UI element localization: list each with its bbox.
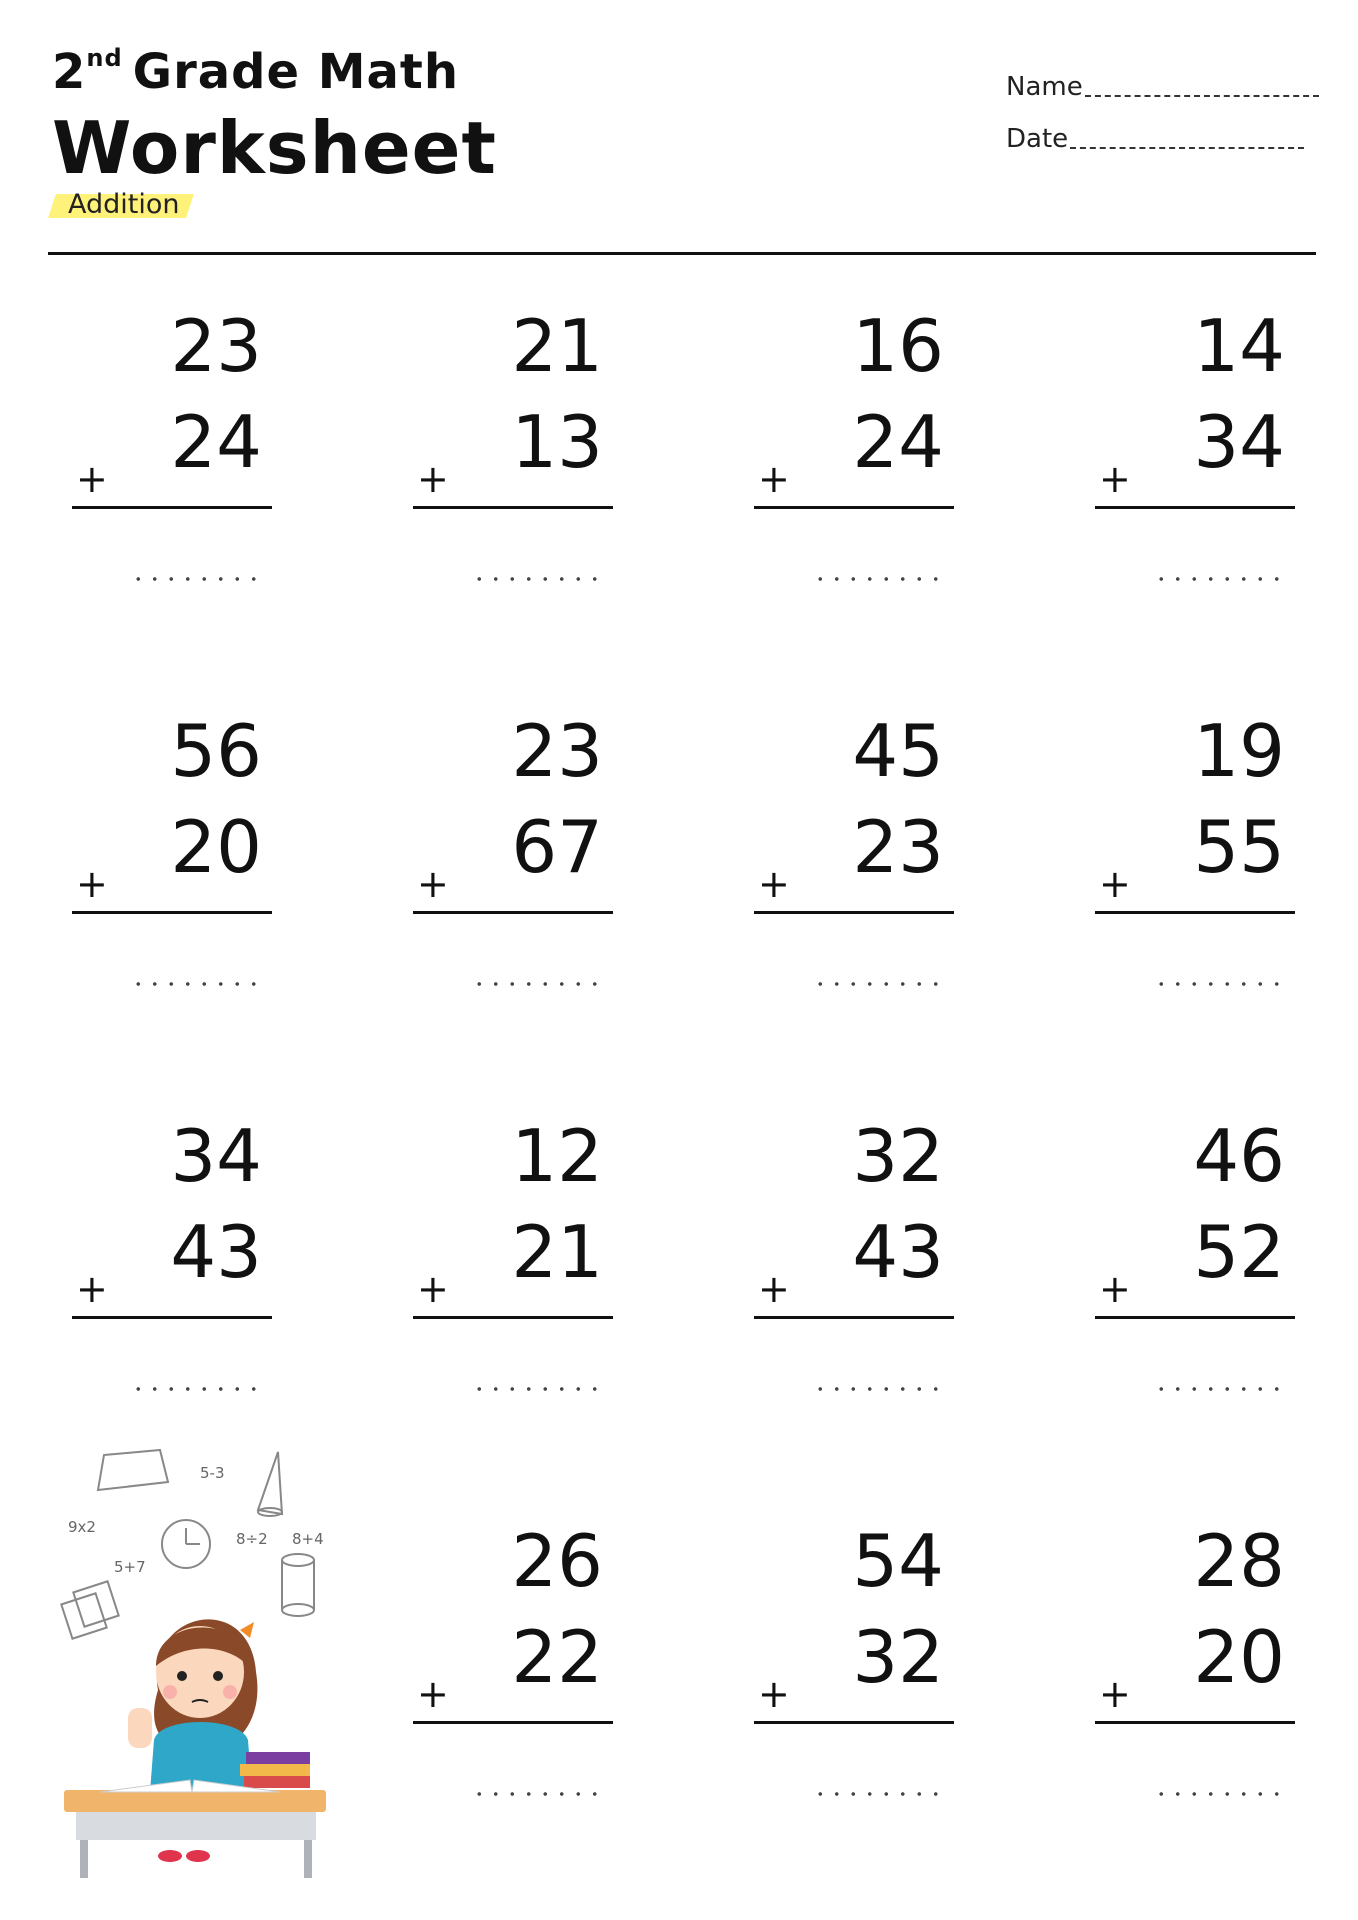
sum-line — [754, 911, 954, 914]
addend-bottom: 22 — [511, 1615, 603, 1699]
addend-bottom: 32 — [852, 1615, 944, 1699]
sum-line — [413, 506, 613, 509]
plus-sign: + — [758, 862, 790, 906]
plus-sign: + — [1099, 1672, 1131, 1716]
answer-blank[interactable] — [471, 981, 603, 987]
sum-line — [413, 911, 613, 914]
sum-line — [1095, 1316, 1295, 1319]
sum-line — [72, 506, 272, 509]
answer-blank[interactable] — [130, 981, 262, 987]
addend-top: 56 — [170, 709, 262, 793]
answer-blank[interactable] — [130, 1386, 262, 1392]
doodle-text: 8÷2 — [236, 1530, 268, 1548]
addend-bottom: 43 — [170, 1210, 262, 1294]
plus-sign: + — [417, 862, 449, 906]
addend-bottom: 13 — [511, 400, 603, 484]
addition-problem — [754, 304, 954, 610]
header-title — [52, 44, 497, 190]
addition-problem — [72, 1114, 272, 1420]
page-title: Worksheet — [52, 106, 497, 190]
addition-problem — [72, 709, 272, 1015]
answer-blank[interactable] — [471, 1791, 603, 1797]
sum-line — [413, 1316, 613, 1319]
plus-sign: + — [758, 1267, 790, 1311]
date-label: Date — [1006, 124, 1069, 154]
addend-bottom: 20 — [170, 805, 262, 889]
trapezoid-icon — [98, 1450, 168, 1490]
addend-top: 54 — [852, 1519, 944, 1603]
plus-sign: + — [76, 457, 108, 501]
answer-blank[interactable] — [1153, 1386, 1285, 1392]
addend-bottom: 52 — [1193, 1210, 1285, 1294]
answer-blank[interactable] — [471, 1386, 603, 1392]
addend-top: 23 — [170, 304, 262, 388]
addition-problem — [1095, 1519, 1295, 1825]
answer-blank[interactable] — [812, 981, 944, 987]
plus-sign: + — [1099, 457, 1131, 501]
addend-top: 12 — [511, 1114, 603, 1198]
cube-icon — [61, 1581, 118, 1638]
sum-line — [1095, 1721, 1295, 1724]
addition-problem — [754, 1519, 954, 1825]
grade-number: 2 — [52, 44, 87, 100]
name-label: Name — [1006, 72, 1083, 102]
addend-top: 46 — [1193, 1114, 1285, 1198]
answer-blank[interactable] — [812, 1386, 944, 1392]
plus-sign: + — [76, 1267, 108, 1311]
name-field[interactable] — [1006, 72, 1319, 102]
plus-sign: + — [1099, 862, 1131, 906]
doodle-text: 5+7 — [114, 1558, 146, 1576]
topic-tag — [52, 188, 190, 222]
answer-blank[interactable] — [1153, 576, 1285, 582]
addend-bottom: 20 — [1193, 1615, 1285, 1699]
addend-bottom: 24 — [852, 400, 944, 484]
addend-bottom: 24 — [170, 400, 262, 484]
date-underline[interactable] — [1070, 147, 1304, 149]
answer-blank[interactable] — [812, 1791, 944, 1797]
plus-sign: + — [758, 457, 790, 501]
addend-top: 32 — [852, 1114, 944, 1198]
addend-top: 26 — [511, 1519, 603, 1603]
sum-line — [754, 1316, 954, 1319]
answer-blank[interactable] — [471, 576, 603, 582]
sum-line — [413, 1721, 613, 1724]
addition-problem — [413, 1519, 613, 1825]
addition-problem — [754, 1114, 954, 1420]
answer-blank[interactable] — [1153, 1791, 1285, 1797]
sum-line — [1095, 506, 1295, 509]
plus-sign: + — [417, 1267, 449, 1311]
plus-sign: + — [758, 1672, 790, 1716]
addition-problem — [72, 304, 272, 610]
addend-top: 16 — [852, 304, 944, 388]
sum-line — [72, 1316, 272, 1319]
addend-bottom: 67 — [511, 805, 603, 889]
tag-label: Addition — [68, 189, 180, 220]
addend-top: 23 — [511, 709, 603, 793]
addition-problem — [1095, 709, 1295, 1015]
grade-suffix: nd — [86, 44, 123, 72]
plus-sign: + — [1099, 1267, 1131, 1311]
date-field[interactable] — [1006, 124, 1304, 154]
addend-bottom: 55 — [1193, 805, 1285, 889]
header-divider — [48, 252, 1316, 255]
name-underline[interactable] — [1085, 95, 1319, 97]
addend-bottom: 23 — [852, 805, 944, 889]
grade-heading — [52, 44, 497, 100]
doodle-text: 9x2 — [68, 1518, 96, 1536]
answer-blank[interactable] — [130, 576, 262, 582]
answer-blank[interactable] — [1153, 981, 1285, 987]
math-illustration — [60, 1440, 350, 1880]
addition-problem — [413, 304, 613, 610]
addend-top: 21 — [511, 304, 603, 388]
sum-line — [72, 911, 272, 914]
sum-line — [754, 1721, 954, 1724]
addend-top: 28 — [1193, 1519, 1285, 1603]
addend-top: 34 — [170, 1114, 262, 1198]
plus-sign: + — [76, 862, 108, 906]
girl-at-desk-icon — [60, 1440, 350, 1884]
answer-blank[interactable] — [812, 576, 944, 582]
addition-problem — [1095, 304, 1295, 610]
addition-problem — [413, 1114, 613, 1420]
addend-bottom: 34 — [1193, 400, 1285, 484]
addend-top: 45 — [852, 709, 944, 793]
addition-problem — [413, 709, 613, 1015]
addend-bottom: 43 — [852, 1210, 944, 1294]
doodle-text: 5-3 — [200, 1464, 225, 1482]
plus-sign: + — [417, 457, 449, 501]
addend-top: 19 — [1193, 709, 1285, 793]
addend-bottom: 21 — [511, 1210, 603, 1294]
cylinder-icon — [282, 1554, 314, 1566]
doodle-text: 8+4 — [292, 1530, 324, 1548]
cone-icon — [258, 1452, 282, 1514]
plus-sign: + — [417, 1672, 449, 1716]
addition-problem — [1095, 1114, 1295, 1420]
addition-problem — [754, 709, 954, 1015]
subtitle: Grade Math — [132, 44, 460, 100]
addend-top: 14 — [1193, 304, 1285, 388]
sum-line — [754, 506, 954, 509]
sum-line — [1095, 911, 1295, 914]
